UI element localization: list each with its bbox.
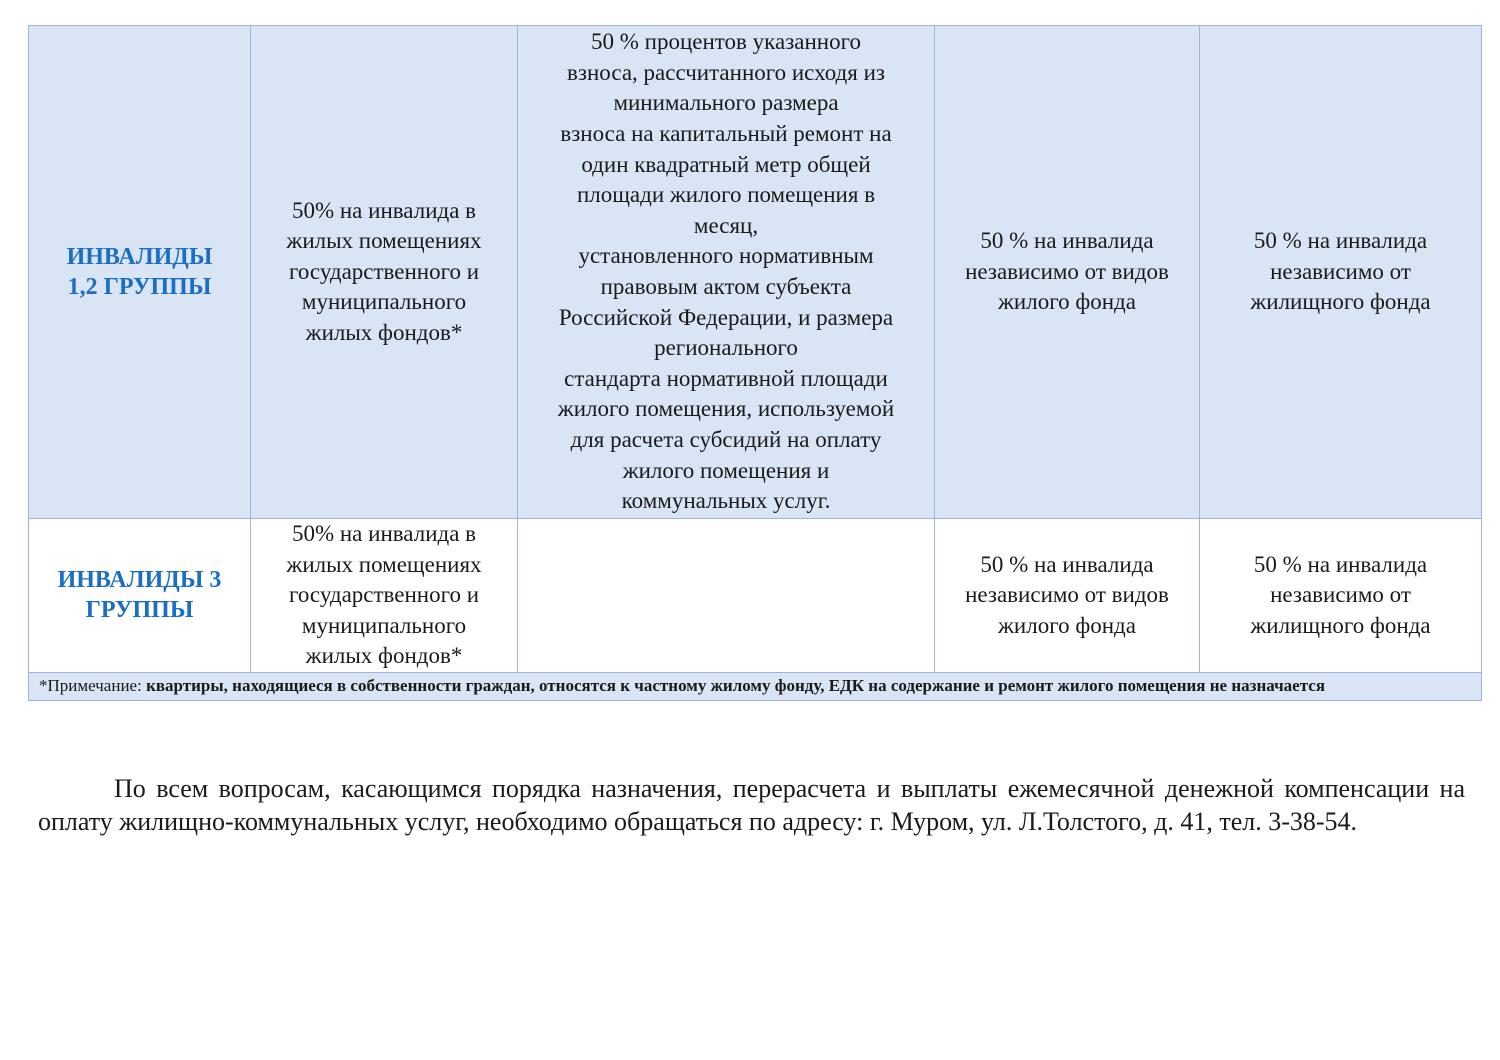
housing-fund-cell: 50 % на инвалида независимо от жилищного фонда [1200,519,1482,673]
housing-cell: 50% на инвалида в жилых помещениях государственного и муниципального жилых фондов* [251,26,518,519]
capital-repair-cell: 50 % процентов указанного взноса, рассчитанного исходя из минимального размера взноса на капитальный ремонт на один квадратный метр общей площади жилого помещения в месяц, установленного нормативным правовым актом субъекта Российской Федерации, и размера регионального стандарта нормативной площади жилого помещения, используемой для расчета субсидий на оплату жилого помещения и коммунальных услуг. [518,26,935,519]
table-row-disability-group-3 [29,519,1482,673]
benefits-table [28,25,1482,701]
contact-paragraph: По всем вопросам, касающимся порядка назначения, перерасчета и выплаты ежемесячной денежной компенсации на оплату жилищно-коммунальных услуг, необходимо обращаться по адресу: г. Муром, ул. Л.Толстого, д. 41, тел. 3-38-54. [38,774,1465,836]
group-cell: ИНВАЛИДЫ 3 ГРУППЫ [29,519,251,673]
table-note-row [29,672,1482,700]
utilities-cell: 50 % на инвалида независимо от видов жилого фонда [935,26,1200,519]
housing-fund-cell: 50 % на инвалида независимо от жилищного фонда [1200,26,1482,519]
table-row-disability-group-1-2 [29,26,1482,519]
housing-cell: 50% на инвалида в жилых помещениях государственного и муниципального жилых фондов* [251,519,518,673]
capital-repair-cell-empty [518,519,935,673]
utilities-cell: 50 % на инвалида независимо от видов жилого фонда [935,519,1200,673]
table-note [29,672,1482,700]
note-text: квартиры, находящиеся в собственности граждан, относятся к частному жилому фонду, ЕДК на содержание и ремонт жилого помещения не назначается [146,675,1326,695]
group-cell: ИНВАЛИДЫ 1,2 ГРУППЫ [29,26,251,519]
note-label: *Примечание: [39,675,147,695]
